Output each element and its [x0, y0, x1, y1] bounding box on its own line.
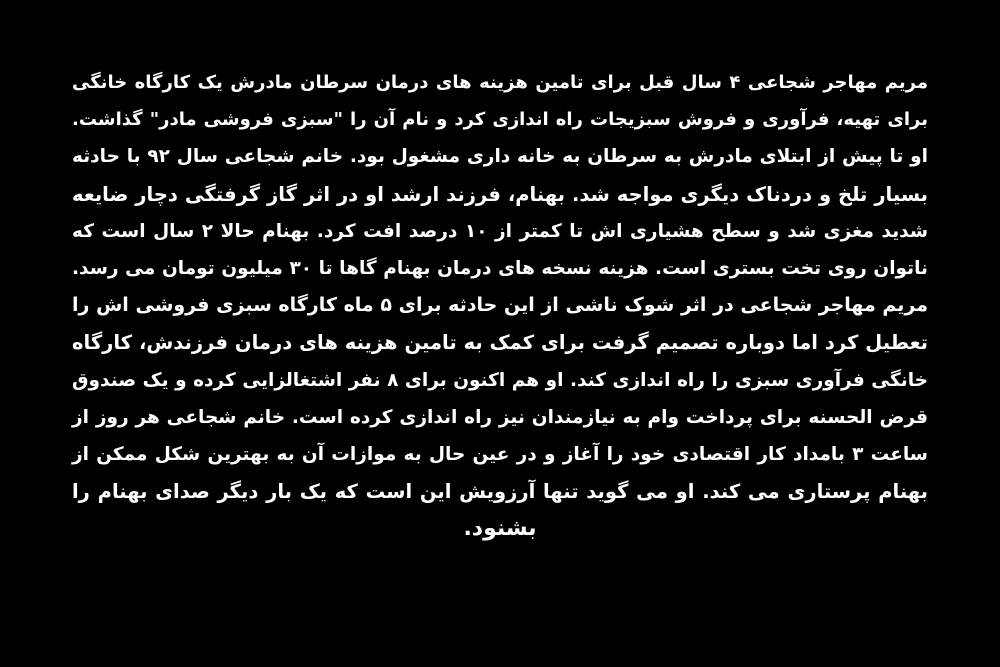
article-line-10: قرض الحسنه برای پرداخت وام به نیازمندان نیز راه اندازی کرده است. خانم شجاعی هر روز از [72, 406, 928, 428]
article-body [72, 64, 928, 547]
article-line-4: بسیار تلخ و دردناک دیگری مواجه شد. بهنام، فرزند ارشد او در اثر گاز گرفتگی دچار ضایعه [72, 182, 928, 206]
article-line-5: شدید مغزی شد و سطح هشیاری اش تا کمتر از ۱۰ درصد افت کرد. بهنام حالا ۲ سال است که [72, 220, 929, 242]
article-line-7: مریم مهاجر شجاعی در اثر شوک ناشی از این حادثه برای ۵ ماه کارگاه سبزی فروشی اش را [72, 294, 928, 317]
article-line-13: بشنود. [463, 516, 537, 542]
article-line-2: برای تهیه، فرآوری و فروش سبزیجات راه اندازی کرد و نام آن را "سبزی فروشی مادر" گذاشت. [72, 109, 928, 131]
article-line-12: بهنام پرستاری می کند. او می گوید تنها آرزویش این است که یک بار دیگر صدای بهنام را [72, 480, 928, 504]
article-line-11: ساعت ۳ بامداد کار اقتصادی خود را آغاز و در عین حال به موازات آن به بهترین شکل ممکن از [72, 443, 928, 465]
article-line-3: او تا پیش از ابتلای مادرش به سرطان به خانه داری مشغول بود. خانم شجاعی سال ۹۲ با حادثه [72, 146, 928, 168]
article-line-6: ناتوان روی تخت بستری است. هزینه نسخه های درمان بهنام گاها تا ۳۰ میلیون تومان می رسد. [72, 257, 928, 279]
article-line-1: مریم مهاجر شجاعی ۴ سال قبل برای تامین هزینه های درمان سرطان مادرش یک کارگاه خانگی [72, 72, 928, 93]
article-line-8: تعطیل کرد اما دوباره تصمیم گرفت برای کمک به تامین هزینه های درمان فرزندش، کارگاه [72, 331, 928, 355]
article-line-9: خانگی فرآوری سبزی را راه اندازی کند. او هم اکنون برای ۸ نفر اشتغالزایی کرده و یک صندوق [72, 369, 928, 391]
